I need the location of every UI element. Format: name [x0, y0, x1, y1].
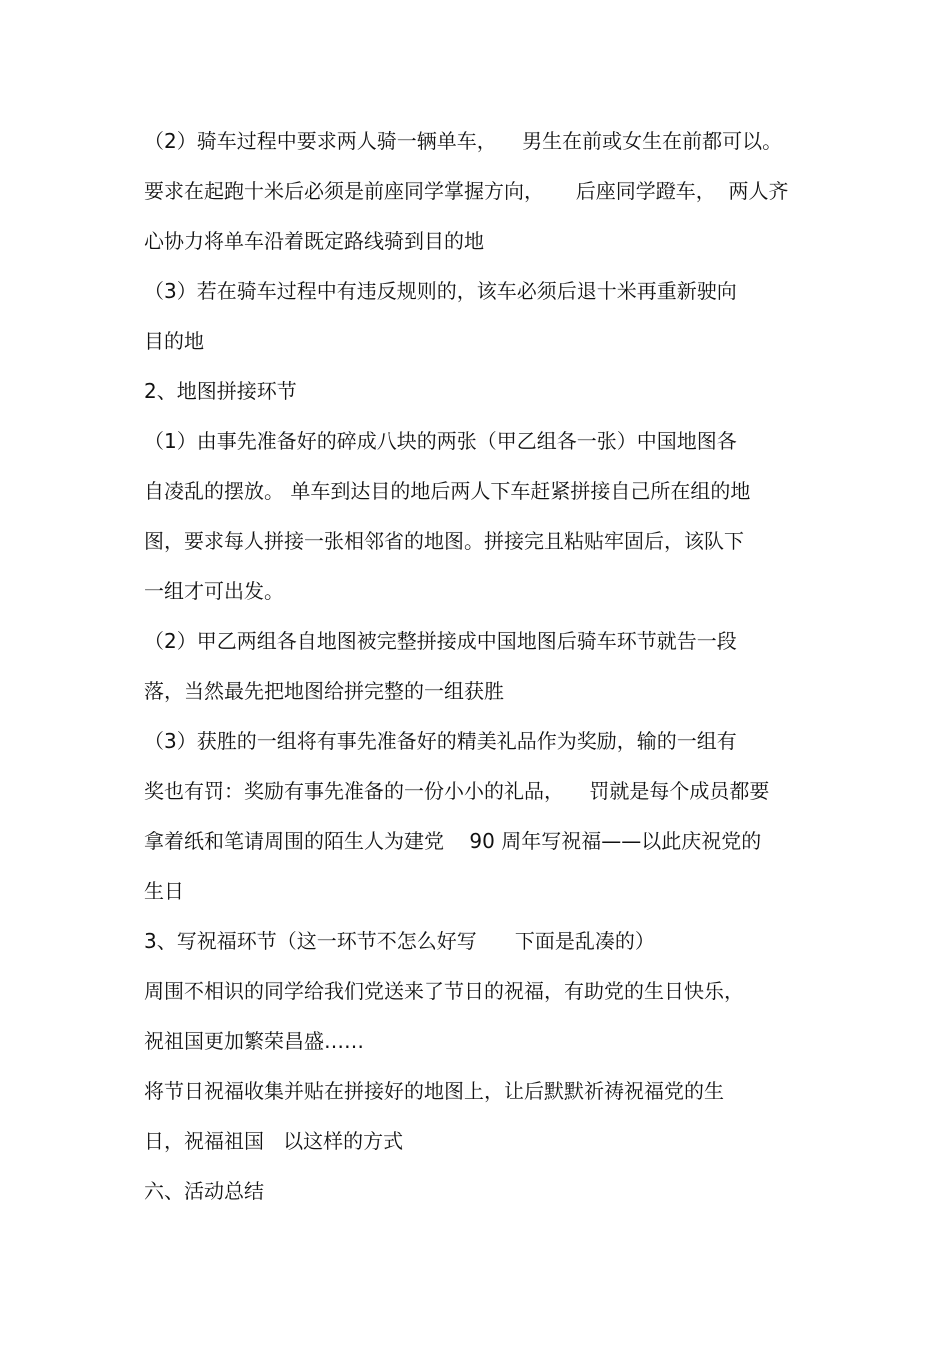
text-line: （1）由事先准备好的碎成八块的两张（甲乙组各一张）中国地图各 [144, 429, 737, 453]
text-line: 拿着纸和笔请周围的陌生人为建党 90 周年写祝福——以此庆祝党的 [144, 829, 762, 853]
text-line: 要求在起跑十米后必须是前座同学掌握方向， 后座同学蹬车， 两人齐 [144, 179, 789, 203]
text-line: 图，要求每人拼接一张相邻省的地图。拼接完且粘贴牢固后，该队下 [144, 529, 744, 553]
section-heading: 六、活动总结 [144, 1179, 264, 1203]
text-line: 目的地 [144, 329, 204, 353]
text-line: 生日 [144, 879, 184, 903]
section-heading: 3、写祝福环节（这一环节不怎么好写 下面是乱凑的） [144, 929, 655, 953]
text-line: 周围不相识的同学给我们党送来了节日的祝福，有助党的生日快乐， [144, 979, 744, 1003]
text-line: （3）若在骑车过程中有违反规则的，该车必须后退十米再重新驶向 [144, 279, 737, 303]
section-heading: 2、地图拼接环节 [144, 379, 297, 403]
text-line: 落，当然最先把地图给拼完整的一组获胜 [144, 679, 504, 703]
text-line: 自凌乱的摆放。 单车到达目的地后两人下车赶紧拼接自己所在组的地 [144, 479, 751, 503]
text-line: （3）获胜的一组将有事先准备好的精美礼品作为奖励，输的一组有 [144, 729, 737, 753]
text-line: 祝祖国更加繁荣昌盛…… [144, 1029, 364, 1053]
text-line: （2）甲乙两组各自地图被完整拼接成中国地图后骑车环节就告一段 [144, 629, 737, 653]
text-line: 奖也有罚：奖励有事先准备的一份小小的礼品， 罚就是每个成员都要 [144, 779, 770, 803]
text-line: 一组才可出发。 [144, 579, 284, 603]
text-line: 将节日祝福收集并贴在拼接好的地图上，让后默默祈祷祝福党的生 [144, 1079, 724, 1103]
text-line: 日，祝福祖国 以这样的方式 [144, 1129, 404, 1153]
text-line: （2）骑车过程中要求两人骑一辆单车， 男生在前或女生在前都可以。 [144, 129, 783, 153]
text-line: 心协力将单车沿着既定路线骑到目的地 [144, 229, 484, 253]
